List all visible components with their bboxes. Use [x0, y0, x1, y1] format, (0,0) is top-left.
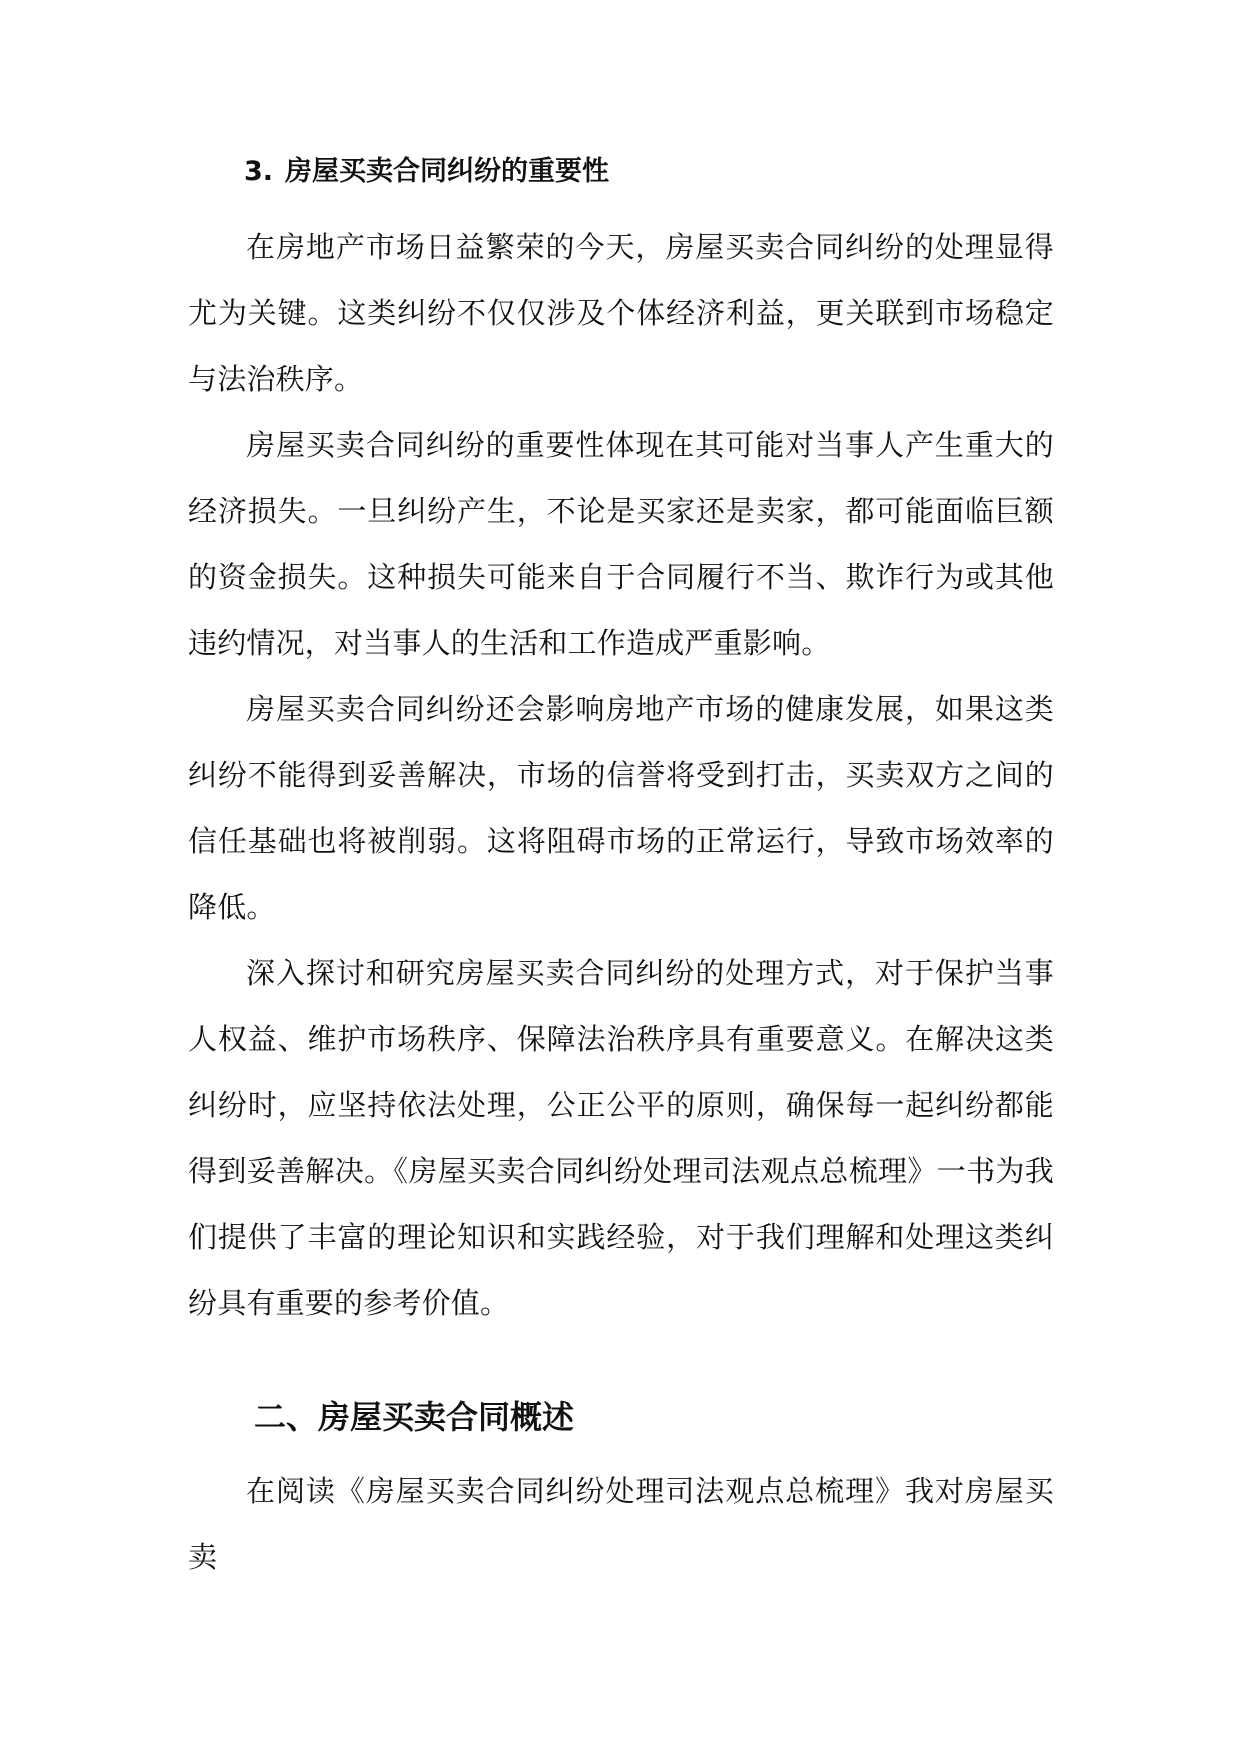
paragraph: 深入探讨和研究房屋买卖合同纠纷的处理方式，对于保护当事人权益、维护市场秩序、保障法治秩序具有重要意义。在解决这类纠纷时，应坚持依法处理，公正公平的原则，确保每一起纠纷都能得到妥善解决。《房屋买卖合同纠纷处理司法观点总梳理》一书为我们提供了丰富的理论知识和实践经验，对于我们理解和处理这类纠纷具有重要的参考价值。: [188, 956, 1054, 1320]
section-title: 房屋买卖合同纠纷的重要性: [285, 156, 610, 187]
section-heading: [188, 148, 1054, 196]
section-body: [188, 214, 1054, 1336]
chapter-body: [188, 1458, 1054, 1590]
paragraph: 房屋买卖合同纠纷还会影响房地产市场的健康发展，如果这类纠纷不能得到妥善解决，市场的信誉将受到打击，买卖双方之间的信任基础也将被削弱。这将阻碍市场的正常运行，导致市场效率的降低。: [188, 692, 1054, 924]
paragraph: 在房地产市场日益繁荣的今天，房屋买卖合同纠纷的处理显得尤为关键。这类纠纷不仅仅涉及个体经济利益，更关联到市场稳定与法治秩序。: [188, 230, 1054, 396]
paragraph: 在阅读《房屋买卖合同纠纷处理司法观点总梳理》我对房屋买卖: [188, 1474, 1054, 1574]
chapter-heading: 二、房屋买卖合同概述: [254, 1398, 575, 1436]
paragraph: 房屋买卖合同纠纷的重要性体现在其可能对当事人产生重大的经济损失。一旦纠纷产生，不论是买家还是卖家，都可能面临巨额的资金损失。这种损失可能来自于合同履行不当、欺诈行为或其他违约情况，对当事人的生活和工作造成严重影响。: [188, 428, 1054, 660]
document-content: [188, 148, 1054, 1590]
section-number: 3.: [244, 156, 274, 187]
